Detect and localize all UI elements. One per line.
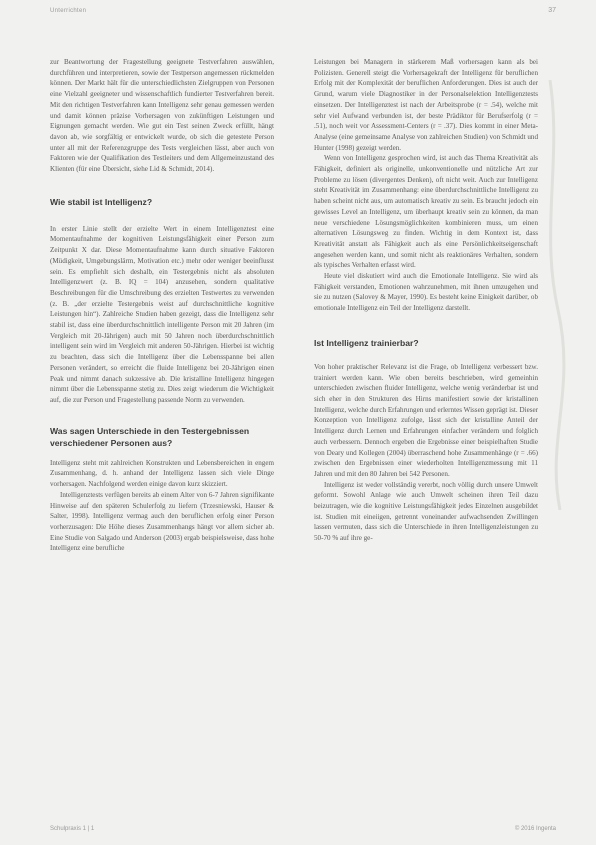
heading-differences: Was sagen Unterschiede in den Testergebnissen verschiedener Personen aus? (50, 425, 250, 448)
paragraph-job-prediction: Leistungen bei Managern in stärkerem Maß vorhersagen kann als bei Polizisten. Generell steigt die Vorhersagekraft der Intelligenz für beruflichen Erfolg mit der Komplexität der beruflichen Anforderungen. Dies ist auch der Grund, warum viele Diagnostiker in der Personalselektion Intelligenztests einsetzen. Der Intelligenztest ist nach der Arbeitsprobe (r = .54), welche mit sehr viel Aufwand verbunden ist, der beste Prädiktor für Berufserfolg (r = .51), noch weit vor Assessment-Centers (r = .37). Dies kommt in einer Meta-Analyse (eine gemeinsame Analyse von zahlreichen Studien) von Schmidt und Hunter (1998) gezeigt werden. (314, 58, 538, 152)
paragraph-heredity: Intelligenz ist weder vollständig vererbt, noch völlig durch unsere Umwelt geformt. Sowohl Anlage wie auch Umwelt scheinen ihren Teil dazu beizutragen, wie die kognitive Leistungsfähigkeit jedes Einzelnen ausgebildet ist. Studien mit eineiigen, getrennt voneinander aufwachsenden Zwillingen lassen vermuten, dass sich die Unterschiede in ihren Intelligenzleistungen zu 50-70 % auf ihre ge- (314, 480, 538, 543)
footer-publication: Schulpraxis 1 | 1 (50, 826, 95, 832)
heading-stability: Wie stabil ist Intelligenz? (50, 196, 153, 207)
left-column (50, 57, 274, 554)
paragraph-stability: In erster Linie stellt der erzielte Wert in einem Intelligenztest eine Momentaufnahme der kognitiven Leistungsfähigkeit einer Person zum Zeitpunkt X dar. Diese Momentaufnahme kann durch situative Faktoren (Müdigkeit, Umgebungslärm, Motivation etc.) mehr oder weniger beeinflusst sein. Es empfiehlt sich deshalb, ein Testergebnis nicht als absoluten Intelligenzwert (z. B. IQ = 104) anzusehen, sondern qualitative Beschreibungen für die Umschreibung des erzielten Testwertes zu verwenden (z. B. „der erzielte Testergebnis weist auf durchschnittliche kognitive Leistungen hin“). Zahlreiche Studien haben gezeigt, dass die Intelligenz sehr stabil ist, dass eine überdurchschnittlich intelligente Person mit 20 Jahren (im Vergleich mit 20-Jährigen) auch mit 50 Jahren noch überdurchschnittlich intelligent sein wird im Vergleich mit anderen 50-Jährigen. Hierbei ist wichtig zu beachten, dass sich die Intelligenz über die Lebensspanne bei allen Personen verändert, so erreicht die fluide Intelligenz bei 20-Jährigen einen Peak und nimmt danach sukzessive ab. Die kristalline Intelligenz hingegen nimmt über die Lebensspanne stetig zu. Dies zeigt wiederum die Wichtigkeit auf, die zur Person und Fragestellung passende Norm zu verwenden. (50, 224, 274, 404)
running-head (50, 8, 556, 20)
right-column (314, 57, 538, 544)
footer-copyright: © 2016 Ingenta (514, 826, 556, 832)
paragraph-creativity: Wenn von Intelligenz gesprochen wird, ist auch das Thema Kreativität als Fähigkeit, definiert als originelle, unkonventionelle und nützliche Art zur Probleme zu lösen (divergentes Denken), oft nicht weit. Auch zur Intelligenz steht Kreativität im Zusammenhang: eine überdurchschnittliche Intelligenz zu haben scheint nicht aus, um automatisch kreativ zu sein. Es braucht jedoch ein gewisses Level an Intelligenz, um überhaupt kreativ sein zu können, da man neue verschiedene Lösungsmöglichkeiten kombinieren muss, um einen alternativen Lösungsweg zu finden. Wichtig in dem Kontext ist, dass Kreativität anstatt als Fähigkeit auch als eine Persönlichkeitseigenschaft angesehen werden kann, und somit nicht als reaktionäres Verhalten, sondern als typisches Verhalten erfasst wird. (314, 154, 538, 270)
running-head-section: Unterrichten (50, 8, 87, 14)
page-number: 37 (548, 7, 556, 14)
heading-trainable: Ist Intelligenz trainierbar? (314, 337, 419, 348)
paragraph-intro: zur Beantwortung der Fragestellung geeignete Testverfahren auswählen, durchführen und interpretieren, sowie der Testperson angemessen rückmelden können. Der Markt hält für die unterschiedlichsten Zielgruppen von Personen eine Vielzahl geeigneter und wissenschaftlich fundierter Testverfahren bereit. Mit den richtigen Testverfahren kann Intelligenz sehr genau gemessen werden und damit können präzise Vorhersagen von zukünftigen Leistungen und Eignungen gemacht werden. Wie gut ein Test seinen Zweck erfüllt, hängt davon ab, wie sorgfältig er entwickelt wurde, ob sich die getestete Person unter all mit der Referenzgruppe des Tests vergleichen lässt, aber auch von Faktoren wie der Qualifikation des Testleiters und dem Allgemeinzustand des Klienten (für eine Übersicht, siehe Lid & Schmidt, 2014). (50, 58, 274, 174)
paragraph-emotional-intelligence: Heute viel diskutiert wird auch die Emotionale Intelligenz. Sie wird als Fähigkeit verstanden, Emotionen wahrzunehmen, mit ihnen umzugehen und sie zu nutzen (Salovey & Mayer, 1990). Es besteht keine Einigkeit darüber, ob emotionale Intelligenz ein Teil der Intelligenz darstellt. (314, 272, 538, 313)
paragraph-differences-intro: Intelligenz steht mit zahlreichen Konstrukten und Lebensbereichen in engem Zusammenhang, d. h. anhand der Intelligenz lassen sich viele Dinge vorhersagen. Nachfolgend werden einige davon kurz skizziert. (50, 458, 274, 489)
paragraph-differences-school: Intelligenztests verfügen bereits ab einem Alter von 6-7 Jahren signifikante Hinweise auf den späteren Schulerfolg zu liefern (Trzesniewski, Hauser & Salter, 1998). Intelligenz vermag auch den beruflichen erfolg einer Person vorherzusagen: Die Höhe dieses Zusammenhangs hängt vor allem sicher ab. Eine Studie von Salgado und Anderson (2003) ergab beispielsweise, dass hohe Intelligenz eine berufliche (50, 490, 274, 553)
page-footer (50, 826, 556, 836)
paragraph-training: Von hoher praktischer Relevanz ist die Frage, ob Intelligenz verbessert bzw. trainiert werden kann. Wie oben bereits beschrieben, wird gemeinhin unterschieden zwischen fluider Intelligenz, welche wenig veränderbar ist und sich eher in den Strukturen des Hirns manifestiert sowie der kristallinen Intelligenz, welche durch Erfahrungen und erlerntes Wissen geprägt ist. Dieser Konzeption von Intelligenz zufolge, lässt sich der kristalline Anteil der Intelligenz durch Lernen und Erfahrungen einfacher verändern und folglich auch verbessern. Dennoch ergeben die Ergebnisse einer beispielhaften Studie von Deary und Kollegen (2004) überraschend hohe Zusammenhänge (r = .66) zwischen den Ergebnissen einer wiederholten Intelligenzmessung mit 11 Jahren und mit den 80 Jahren bei 542 Personen. (314, 362, 538, 478)
